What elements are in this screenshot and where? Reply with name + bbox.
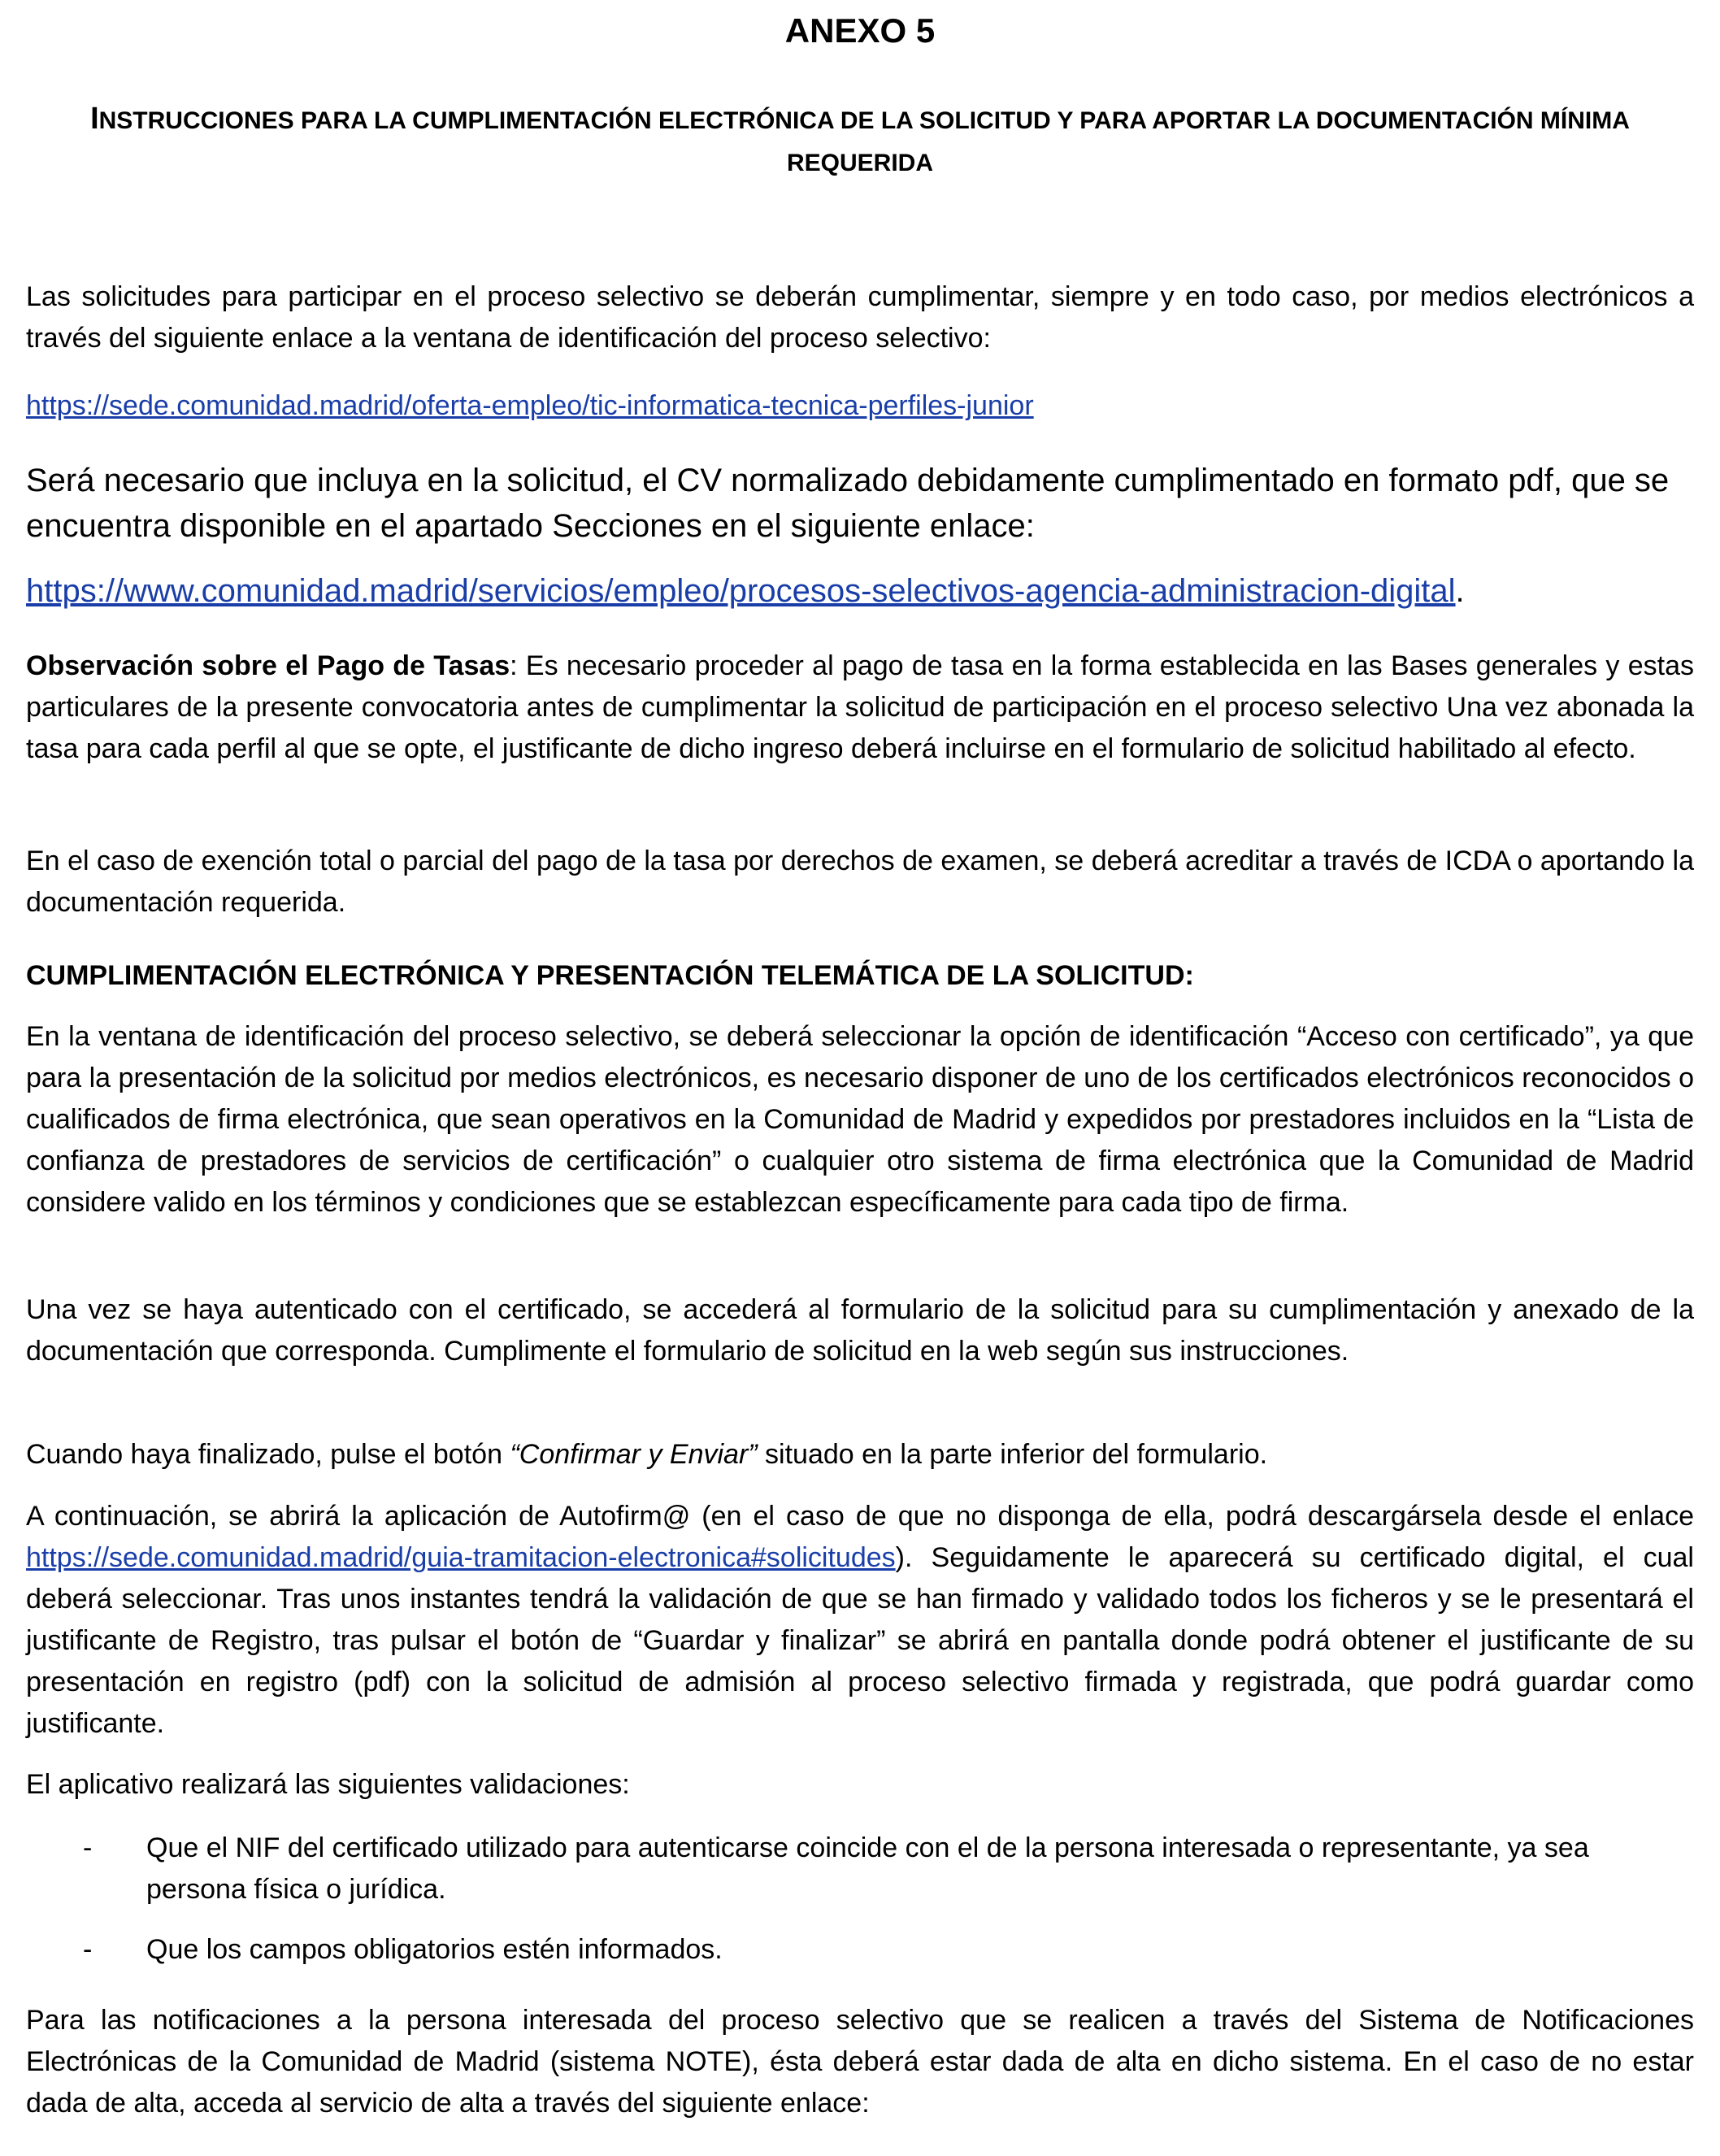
cuando-post: situado en la parte inferior del formulario. (757, 1439, 1268, 1470)
link-paragraph-1 (26, 385, 1694, 427)
paragraph-cv: Será necesario que incluya en la solicitud, el CV normalizado debidamente cumplimentado en formato pdf, que se encuentra disponible en el apartado Secciones en el siguiente enlace: (26, 463, 1670, 544)
link-sede-oferta-empleo[interactable]: https://sede.comunidad.madrid/oferta-empleo/tic-informatica-tecnica-perfiles-junior (26, 390, 1034, 421)
bullet-campos-text: Que los campos obligatorios estén informados. (146, 1934, 723, 1965)
paragraph-solicitudes: Las solicitudes para participar en el proceso selectivo se deberán cumplimentar, siempre y en todo caso, por medios electrónicos a través del siguiente enlace a la ventana de identificación del proceso selectivo: (26, 281, 1694, 354)
annex-subtitle (26, 98, 1694, 185)
observacion-text: : Es necesario proceder al pago de tasa en la forma establecida en las Bases generales y estas particulares de la presente convocatoria antes de cumplimentar la solicitud de participación en el proceso selectivo Una vez abonada la tasa para cada perfil al que se opte, el justificante de dicho ingreso deberá incluirse en el formulario de solicitud habilitado al efecto. (26, 650, 1694, 764)
cuando-pre: Cuando haya finalizado, pulse el botón (26, 1439, 510, 1470)
autofirma-pre: A continuación, se abrirá la aplicación de Autofirm@ (en el caso de que no disponga de ella, podrá descargársela desde el enlace (26, 1501, 1694, 1532)
bullet-dash: - (83, 1832, 93, 1863)
paragraph-cuando (26, 1434, 1694, 1476)
annex-title: ANEXO 5 (784, 11, 936, 50)
paragraph-autofirma (26, 1496, 1694, 1745)
paragraph-exencion: En el caso de exención total o parcial del pago de la tasa por derechos de examen, se deberá acreditar a través de ICDA o aportando la documentación requerida. (26, 845, 1694, 918)
subtitle-initial: I (90, 102, 99, 136)
paragraph-ventana: En la ventana de identificación del proceso selectivo, se deberá seleccionar la opción de identificación “Acceso con certificado”, ya que para la presentación de la solicitud por medios electrónicos, es necesario disponer de uno de los certificados electrónicos reconocidos o cualificados de firma electrónica, que sean operativos en la Comunidad de Madrid y expedidos por prestadores incluidos en la “Lista de confianza de prestadores de servicios de certificación” o cualquier otro sistema de firma electrónica que la Comunidad de Madrid considere valido en los términos y condiciones que se establezcan específicamente para cada tipo de firma. (26, 1021, 1694, 1218)
bullet-dash: - (83, 1934, 93, 1965)
subtitle-line2: REQUERIDA (786, 150, 933, 176)
section-heading: CUMPLIMENTACIÓN ELECTRÓNICA Y PRESENTACIÓN TELEMÁTICA DE LA SOLICITUD: (26, 960, 1194, 991)
link-guia-tramitacion[interactable]: https://sede.comunidad.madrid/guia-tramitacion-electronica#solicitudes (26, 1542, 896, 1573)
link2-suffix: . (1455, 573, 1465, 609)
observacion-label: Observación sobre el Pago de Tasas (26, 650, 510, 681)
subtitle-line1: NSTRUCCIONES PARA LA CUMPLIMENTACIÓN ELECTRÓNICA DE LA SOLICITUD Y PARA APORTAR LA DOCUMENTACIÓN MÍNIMA (98, 107, 1630, 134)
confirmar-enviar-label: “Confirmar y Enviar” (510, 1439, 758, 1470)
paragraph-notificaciones: Para las notificaciones a la persona interesada del proceso selectivo que se realicen a través del Sistema de Notificaciones Electrónicas de la Comunidad de Madrid (sistema NOTE), ésta deberá estar dada de alta en dicho sistema. En el caso de no estar dada de alta, acceda al servicio de alta a través del siguiente enlace: (26, 2005, 1694, 2119)
bullet-nif-text: Que el NIF del certificado utilizado para autenticarse coincide con el de la persona interesada o representante, ya sea persona física o jurídica. (146, 1832, 1589, 1905)
link-paragraph-2 (26, 568, 1694, 614)
autofirma-post: ). Seguidamente le aparecerá su certificado digital, el cual deberá seleccionar. Tras unos instantes tendrá la validación de que se han firmado y validado todos los ficheros y se le presentará el justificante de Registro, tras pulsar el botón de “Guardar y finalizar” se abrirá en pantalla donde podrá obtener el justificante de su presentación en registro (pdf) con la solicitud de admisión al proceso selectivo firmada y registrada, que podrá guardar como justificante. (26, 1542, 1694, 1739)
paragraph-observacion (26, 645, 1694, 770)
paragraph-validaciones: El aplicativo realizará las siguientes validaciones: (26, 1769, 630, 1800)
link-procesos-selectivos[interactable]: https://www.comunidad.madrid/servicios/empleo/procesos-selectivos-agencia-administracion-digital (26, 573, 1456, 609)
paragraph-autenticado: Una vez se haya autenticado con el certificado, se accederá al formulario de la solicitud para su cumplimentación y anexado de la documentación que corresponda. Cumplimente el formulario de solicitud en la web según sus instrucciones. (26, 1294, 1694, 1367)
